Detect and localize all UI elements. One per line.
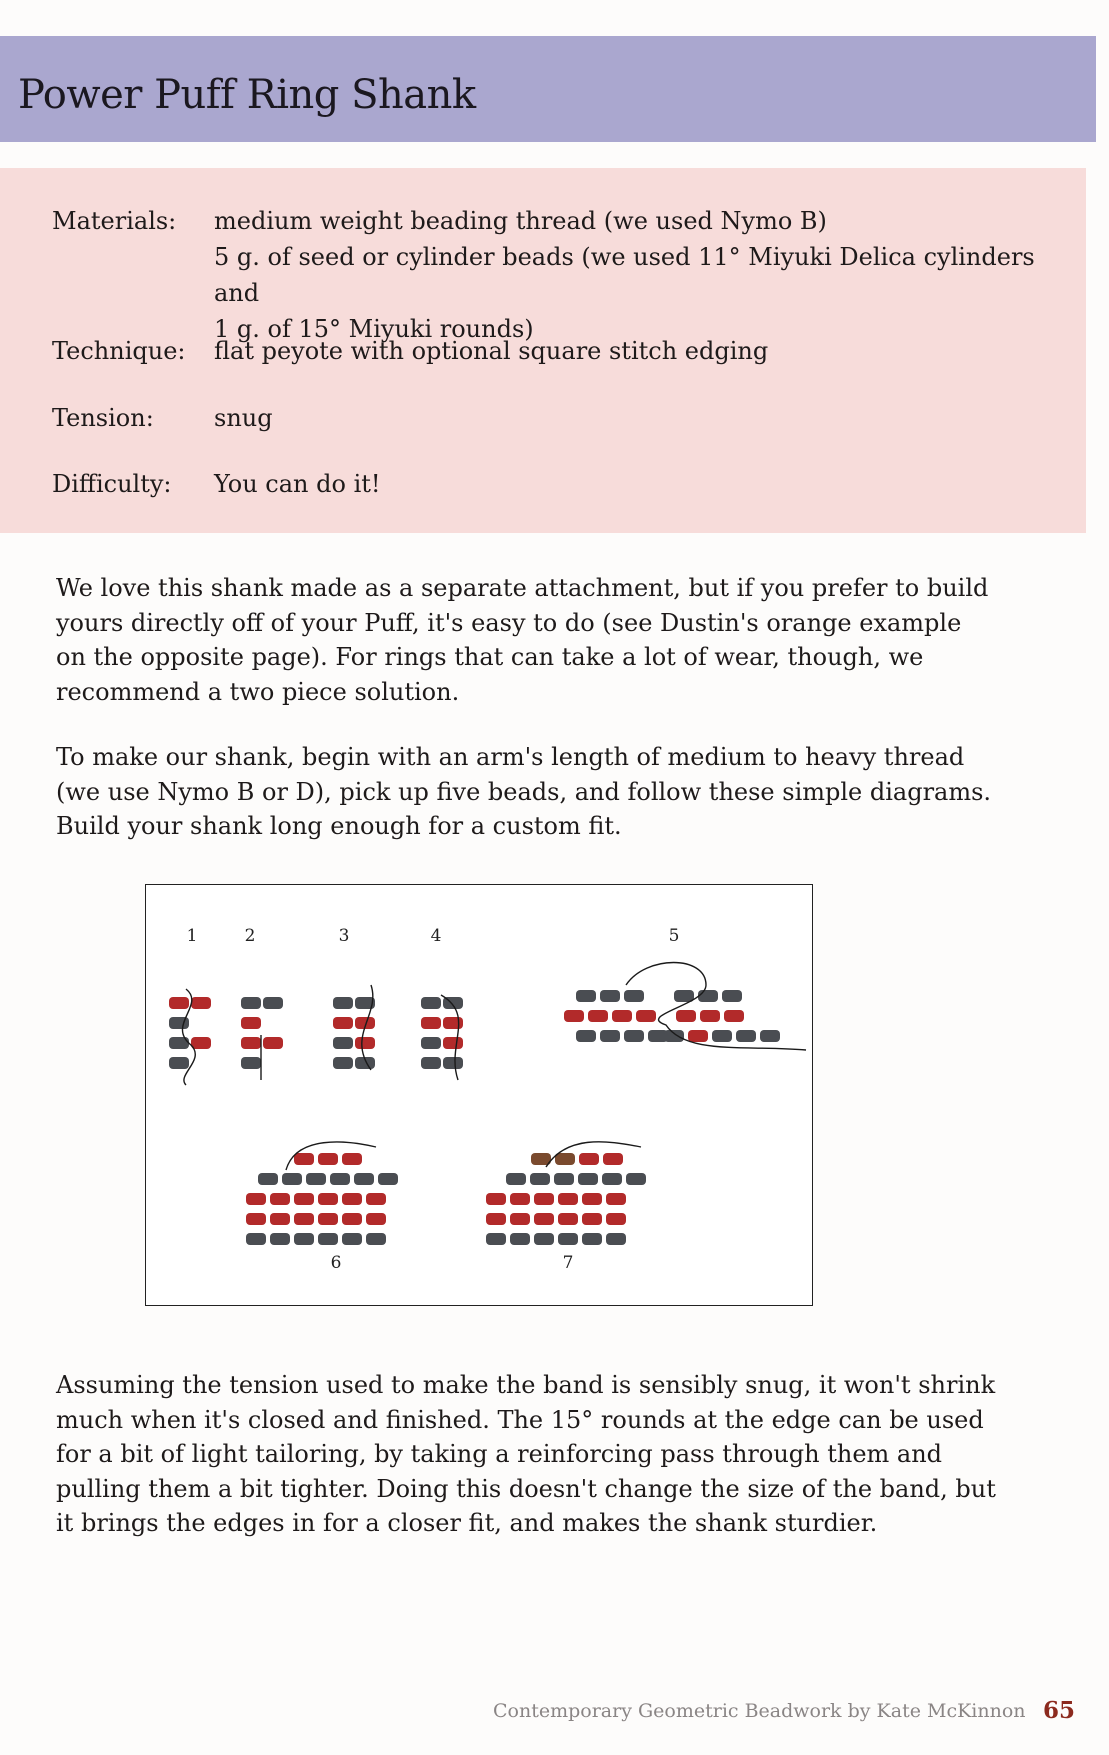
materials-line: medium weight beading thread (we used Nymo B): [214, 207, 827, 235]
bead: [582, 1233, 602, 1245]
technique-label: Technique:: [52, 337, 186, 365]
bead: [241, 1017, 261, 1029]
materials-label: Materials:: [52, 207, 177, 235]
bead: [724, 1010, 744, 1022]
step-label: 5: [668, 926, 680, 946]
tension-label: Tension:: [52, 404, 154, 432]
bead: [558, 1233, 578, 1245]
bead: [378, 1173, 398, 1185]
materials-line: 5 g. of seed or cylinder beads (we used 11° Miyuki Delica cylinders and: [214, 243, 1035, 307]
bead: [606, 1233, 626, 1245]
bead: [582, 1193, 602, 1205]
bead: [600, 1030, 620, 1042]
bead: [579, 1153, 599, 1165]
bead: [664, 1030, 684, 1042]
bead: [306, 1173, 326, 1185]
bead: [600, 990, 620, 1002]
page-number: 65: [1043, 1697, 1076, 1724]
bead: [270, 1213, 290, 1225]
bead: [270, 1193, 290, 1205]
bead: [606, 1193, 626, 1205]
bead: [191, 1037, 211, 1049]
bead: [554, 1173, 574, 1185]
bead: [282, 1173, 302, 1185]
bead: [421, 1057, 441, 1069]
technique-value: flat peyote with optional square stitch edging: [214, 337, 769, 365]
bead: [534, 1213, 554, 1225]
bead: [564, 1010, 584, 1022]
bead: [342, 1153, 362, 1165]
bead: [318, 1233, 338, 1245]
bead: [722, 990, 742, 1002]
bead: [169, 1017, 189, 1029]
bead: [486, 1193, 506, 1205]
bead: [246, 1233, 266, 1245]
bead: [530, 1173, 550, 1185]
closing-paragraph: Assuming the tension used to make the band is sensibly snug, it won't shrink much when it's closed and finished. The 15° rounds at the edge can be used for a bit of light tailoring, by taking a reinforcing pass through them and pulling them a bit tighter. Doing this doesn't change the size of the band, but it brings the edges in for a closer fit, and makes the shank sturdier.: [56, 1371, 996, 1537]
bead: [555, 1153, 575, 1165]
bead: [318, 1193, 338, 1205]
step-label: 1: [186, 926, 198, 946]
bead: [603, 1153, 623, 1165]
bead: [700, 1010, 720, 1022]
bead: [506, 1173, 526, 1185]
bead: [355, 1037, 375, 1049]
bead: [333, 1037, 353, 1049]
bead: [241, 997, 261, 1009]
footer-credit: Contemporary Geometric Beadwork by Kate McKinnon: [493, 1700, 1026, 1722]
bead: [688, 1030, 708, 1042]
bead: [698, 990, 718, 1002]
bead: [169, 997, 189, 1009]
bead: [510, 1213, 530, 1225]
bead: [342, 1193, 362, 1205]
bead: [443, 1017, 463, 1029]
intro-paragraph: We love this shank made as a separate attachment, but if you prefer to build yours directly off of your Puff, it's easy to do (see Dustin's orange example on the opposite page). For rings that can take a lot of wear, though, we recommend a two piece solution.: [56, 574, 989, 706]
step-label: 4: [430, 926, 442, 946]
bead: [333, 997, 353, 1009]
bead: [558, 1193, 578, 1205]
bead: [602, 1173, 622, 1185]
bead: [760, 1030, 780, 1042]
bead: [246, 1213, 266, 1225]
bead: [582, 1213, 602, 1225]
bead: [486, 1213, 506, 1225]
bead: [636, 1010, 656, 1022]
bead: [263, 997, 283, 1009]
materials-value: [214, 203, 1084, 347]
step-label: 7: [562, 1253, 574, 1273]
bead: [443, 1057, 463, 1069]
bead: [294, 1213, 314, 1225]
bead: [510, 1233, 530, 1245]
bead: [294, 1153, 314, 1165]
bead: [534, 1233, 554, 1245]
bead: [534, 1193, 554, 1205]
bead: [330, 1173, 350, 1185]
bead: [366, 1213, 386, 1225]
bead: [626, 1173, 646, 1185]
bead: [191, 997, 211, 1009]
materials-line: 1 g. of 15° Miyuki rounds): [214, 315, 534, 343]
bead: [333, 1017, 353, 1029]
difficulty-value: You can do it!: [214, 470, 381, 498]
bead: [342, 1233, 362, 1245]
bead: [318, 1213, 338, 1225]
step-label: 6: [330, 1253, 342, 1273]
bead: [169, 1057, 189, 1069]
bead: [576, 990, 596, 1002]
bead: [270, 1233, 290, 1245]
bead: [624, 1030, 644, 1042]
bead: [366, 1193, 386, 1205]
bead: [421, 997, 441, 1009]
bead: [421, 1037, 441, 1049]
bead: [712, 1030, 732, 1042]
bead: [578, 1173, 598, 1185]
bead: [258, 1173, 278, 1185]
bead: [606, 1213, 626, 1225]
bead: [558, 1213, 578, 1225]
bead: [342, 1213, 362, 1225]
step-label: 2: [244, 926, 256, 946]
bead: [510, 1193, 530, 1205]
bead: [241, 1057, 261, 1069]
bead: [736, 1030, 756, 1042]
bead: [443, 1037, 463, 1049]
peyote-diagram: [145, 884, 813, 1306]
bead: [624, 990, 644, 1002]
difficulty-label: Difficulty:: [52, 470, 172, 498]
bead: [612, 1010, 632, 1022]
bead: [421, 1017, 441, 1029]
instructions-paragraph: To make our shank, begin with an arm's length of medium to heavy thread (we use Nymo B or D), pick up five beads, and follow these simple diagrams. Build your shank long enough for a custom fit.: [56, 743, 992, 840]
bead: [318, 1153, 338, 1165]
page-title: Power Puff Ring Shank: [18, 72, 476, 118]
bead: [588, 1010, 608, 1022]
bead: [486, 1233, 506, 1245]
bead: [354, 1173, 374, 1185]
step-label: 3: [338, 926, 350, 946]
bead: [263, 1037, 283, 1049]
tension-value: snug: [214, 404, 273, 432]
bead: [294, 1233, 314, 1245]
bead: [246, 1193, 266, 1205]
bead: [241, 1037, 261, 1049]
bead: [676, 1010, 696, 1022]
bead: [366, 1233, 386, 1245]
bead: [333, 1057, 353, 1069]
bead: [294, 1193, 314, 1205]
diagram-canvas: [146, 885, 812, 1305]
bead: [576, 1030, 596, 1042]
